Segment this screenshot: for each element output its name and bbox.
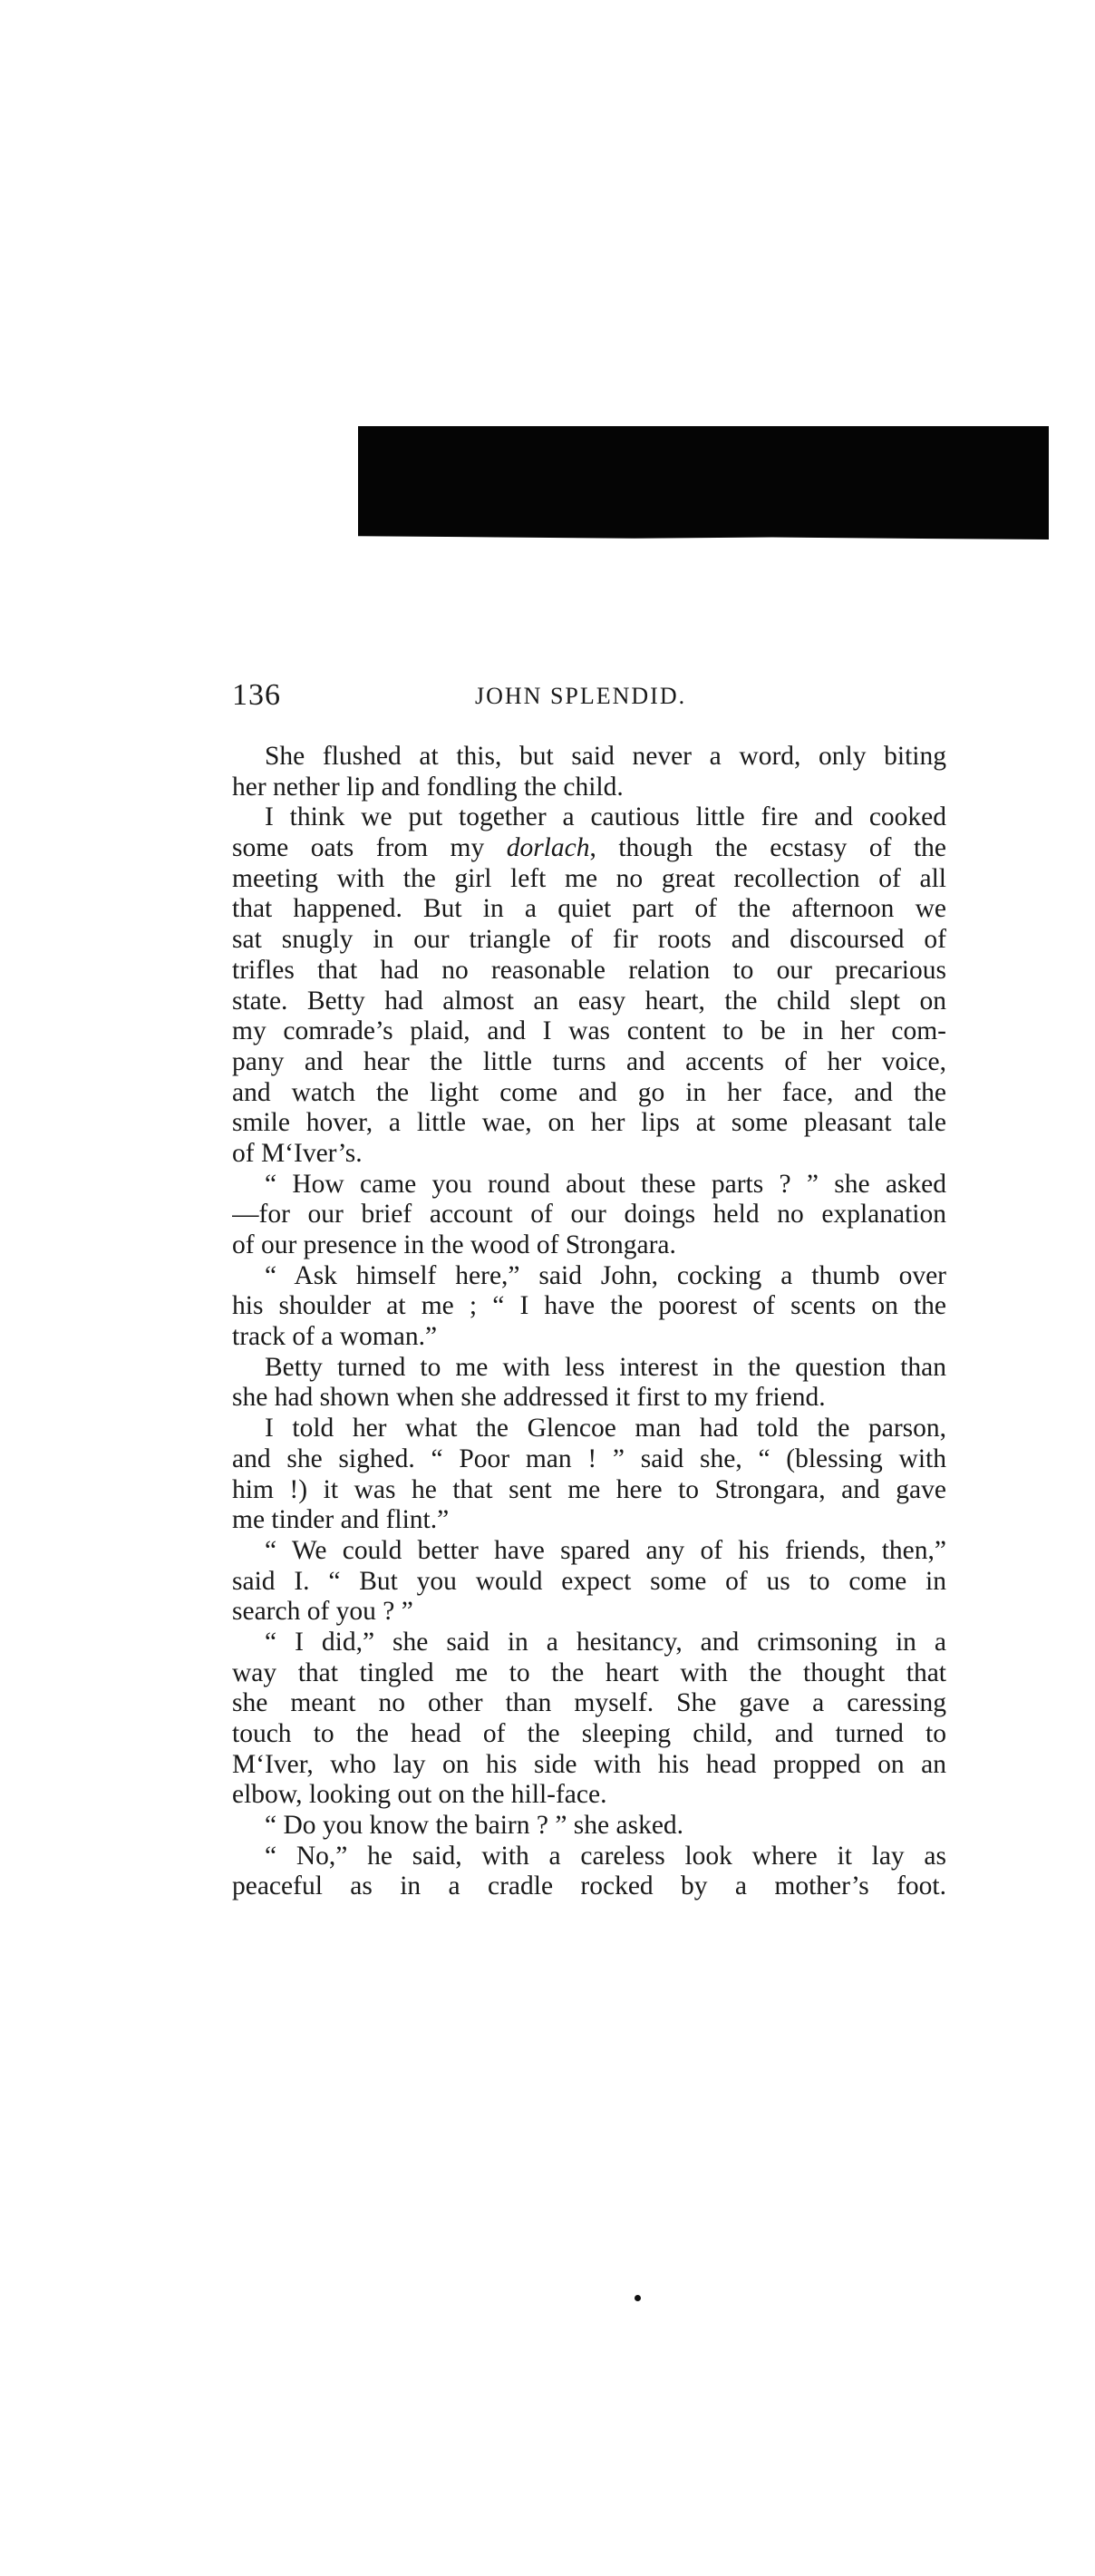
text-line: that happened. But in a quiet part of the afternoon we — [232, 894, 946, 924]
text-line: track of a woman.” — [232, 1322, 438, 1352]
text-line: I told her what the Glencoe man had told the parson, — [265, 1414, 946, 1444]
redaction-bar — [358, 426, 1049, 540]
text-line: sat snugly in our triangle of fir roots and discoursed of — [232, 925, 946, 955]
text-line: touch to the head of the sleeping child, and turned to — [232, 1719, 946, 1748]
text-line: “ I did,” she said in a hesitancy, and crimsoning in a — [265, 1627, 946, 1657]
running-title: JOHN SPLENDID. — [475, 683, 687, 709]
ink-speck — [635, 2295, 641, 2301]
text-line: Betty turned to me with less interest in the question than — [265, 1352, 946, 1382]
text-line: “ We could better have spared any of his friends, then,” — [265, 1535, 946, 1565]
text-line: smile hover, a little wae, on her lips at some pleasant tale — [232, 1108, 946, 1138]
text-line: my comrade’s plaid, and I was content to be in her com- — [232, 1016, 946, 1046]
italic-word: dorlach — [506, 833, 590, 863]
text-line: some oats from my dorlach, though the ecstasy of the — [232, 833, 946, 863]
text-line: state. Betty had almost an easy heart, the child slept on — [232, 986, 946, 1016]
text-line: “ No,” he said, with a careless look where it lay as — [265, 1841, 946, 1871]
text-line: pany and hear the little turns and accents of her voice, — [232, 1046, 946, 1076]
text-line: “ Do you know the bairn ? ” she asked. — [265, 1811, 684, 1841]
running-head — [232, 678, 957, 714]
text-line: said I. “ But you would expect some of us to come in — [232, 1566, 946, 1596]
text-line: trifles that had no reasonable relation to our precarious — [232, 955, 946, 985]
text-line: her nether lip and fondling the child. — [232, 772, 624, 802]
text-line: him !) it was he that sent me here to Strongara, and gave — [232, 1474, 946, 1504]
text-line: she meant no other than myself. She gave a caressing — [232, 1688, 946, 1718]
text-line: search of you ? ” — [232, 1597, 413, 1627]
body-text — [232, 742, 946, 1902]
text-line: of our presence in the wood of Strongara. — [232, 1230, 676, 1259]
text-line: and watch the light come and go in her face, and the — [232, 1077, 946, 1107]
text-line: M‘Iver, who lay on his side with his head propped on an — [232, 1749, 946, 1779]
text-line: —for our brief account of our doings held no explanation — [232, 1200, 946, 1230]
text-line: of M‘Iver’s. — [232, 1138, 363, 1168]
text-line: peaceful as in a cradle rocked by a mother’s foot. — [232, 1871, 946, 1901]
text-line: me tinder and flint.” — [232, 1505, 450, 1535]
text-line: meeting with the girl left me no great recollection of all — [232, 863, 946, 893]
text-line: elbow, looking out on the hill-face. — [232, 1780, 607, 1810]
text-line: “ How came you round about these parts ? ” she asked — [265, 1169, 946, 1199]
text-line: I think we put together a cautious little fire and cooked — [265, 802, 946, 832]
text-line: she had shown when she addressed it first to my friend. — [232, 1383, 826, 1413]
text-line: “ Ask himself here,” said John, cocking a thumb over — [265, 1260, 946, 1290]
text-line: and she sighed. “ Poor man ! ” said she, “ (blessing with — [232, 1444, 946, 1473]
text-line: his shoulder at me ; “ I have the poorest of scents on the — [232, 1291, 946, 1321]
page-number: 136 — [232, 678, 281, 712]
text-line: She flushed at this, but said never a word, only biting — [265, 742, 946, 771]
text-line: way that tingled me to the heart with the thought that — [232, 1657, 946, 1687]
